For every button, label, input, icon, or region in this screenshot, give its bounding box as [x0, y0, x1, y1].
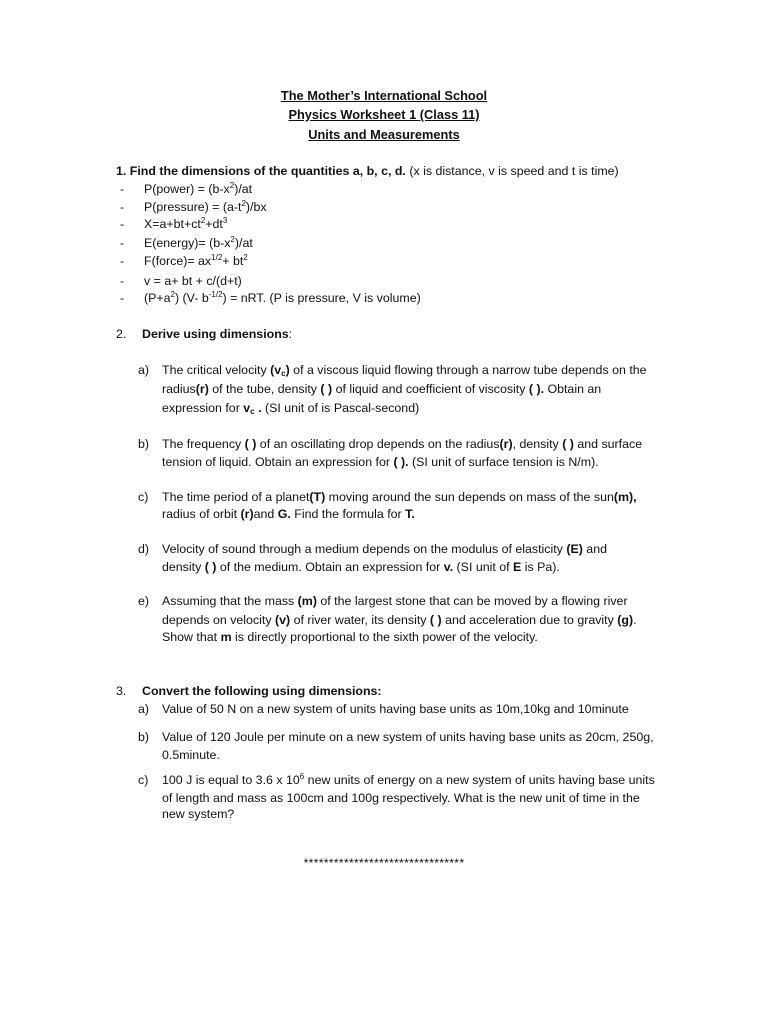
q1-equation-3: $X=a+bt+ct^2+dt^3$ — [144, 216, 228, 231]
q1-equation-4: E(energy)= $(b-x^2)/at$ — [144, 235, 253, 250]
school-name: The Mother’s International School — [280, 88, 488, 103]
q1-bullet: - — [120, 200, 125, 214]
q3c-line-3: new system? — [162, 807, 235, 821]
q3b-line-1: Value of 120 Joule per minute on a new system of units having base units as 20cm, 250g, — [162, 730, 654, 744]
q2a-line-2: radius(r) of the tube, density ( ) of liquid and coefficient of viscosity ( ). Obtain an — [162, 382, 602, 396]
q2e-line-2: depends on velocity (v) of river water, its density ( ) and acceleration due to gravity (g). — [162, 613, 637, 627]
q2b-line-1: The frequency ( ) of an oscillating drop depends on the radius(r), density ( ) and surface — [162, 437, 643, 451]
q2c-line-1: The time period of a planet(T) moving around the sun depends on mass of the sun(m), — [162, 490, 637, 504]
q1-bullet: - — [120, 182, 125, 196]
q2a-line-3: expression for $v_c$ . (SI unit of is Pascal-second) — [162, 401, 420, 416]
q1-bullet: - — [120, 274, 125, 288]
q3c-line-2: of length and mass as 100cm and 100g respectively. What is the new unit of time in the — [162, 791, 640, 805]
q2a-line-1: The critical velocity $(v_c)$ of a viscous liquid flowing through a narrow tube depends on the — [162, 363, 647, 378]
q1-equation-1: P(power) = $(b-x^2)/at$ — [144, 181, 253, 196]
q3a-text: Value of 50 N on a new system of units having base units as 10m,10kg and 10minute — [162, 702, 629, 716]
q2b-line-2: tension of liquid. Obtain an expression for ( ). (SI unit of surface tension is N/m). — [162, 455, 599, 469]
q2-number: 2. — [116, 327, 127, 341]
q1-bullet: - — [120, 236, 125, 250]
q3c-line-1: 100 J is equal to 3.6 x $10^6$ new units of energy on a new system of units having base units — [162, 772, 655, 787]
q2d-line-2: density ( ) of the medium. Obtain an expression for v. (SI unit of E is Pa). — [162, 560, 560, 574]
q2d-label: d) — [138, 542, 150, 556]
q2-heading: Derive using dimensions: — [142, 327, 293, 341]
worksheet-title: Physics Worksheet 1 (Class 11) — [288, 107, 480, 122]
q2c-label: c) — [138, 490, 149, 504]
q3c-label: c) — [138, 773, 149, 787]
end-divider: ******************************** — [303, 856, 465, 870]
q2e-label: e) — [138, 594, 150, 608]
q1-heading: 1. Find the dimensions of the quantities a, b, c, d. (x is distance, v is speed and t is time) — [116, 164, 619, 178]
q2e-line-3: Show that m is directly proportional to the sixth power of the velocity. — [162, 630, 538, 644]
q2c-line-2: radius of orbit (r)and G. Find the formula for T. — [162, 507, 415, 521]
q2b-label: b) — [138, 437, 150, 451]
q3b-line-2: 0.5minute. — [162, 748, 220, 762]
q3-heading: Convert the following using dimensions: — [142, 684, 382, 698]
q1-equation-2: P(pressure) = $(a-t^2)/bx$ — [144, 199, 267, 214]
q2e-line-1: Assuming that the mass (m) of the largest stone that can be moved by a flowing river — [162, 594, 628, 608]
q2d-line-1: Velocity of sound through a medium depends on the modulus of elasticity (E) and — [162, 542, 607, 556]
q3a-label: a) — [138, 702, 150, 716]
q3-number: 3. — [116, 684, 127, 698]
q1-equation-6: v = a+ bt + c/(d+t) — [144, 274, 242, 288]
q3b-label: b) — [138, 730, 150, 744]
q1-bullet: - — [120, 254, 125, 268]
q1-bullet: - — [120, 291, 125, 305]
q2a-label: a) — [138, 363, 150, 377]
topic-title: Units and Measurements — [308, 127, 460, 142]
q1-equation-7: $(P+a^2)$ (V- $b^{-1/2}$) = nRT. (P is pressure, V is volume) — [144, 290, 421, 305]
q1-equation-5: F(force)= $ax^{1/2}+ bt^2$ — [144, 253, 248, 268]
q1-bullet: - — [120, 217, 125, 231]
